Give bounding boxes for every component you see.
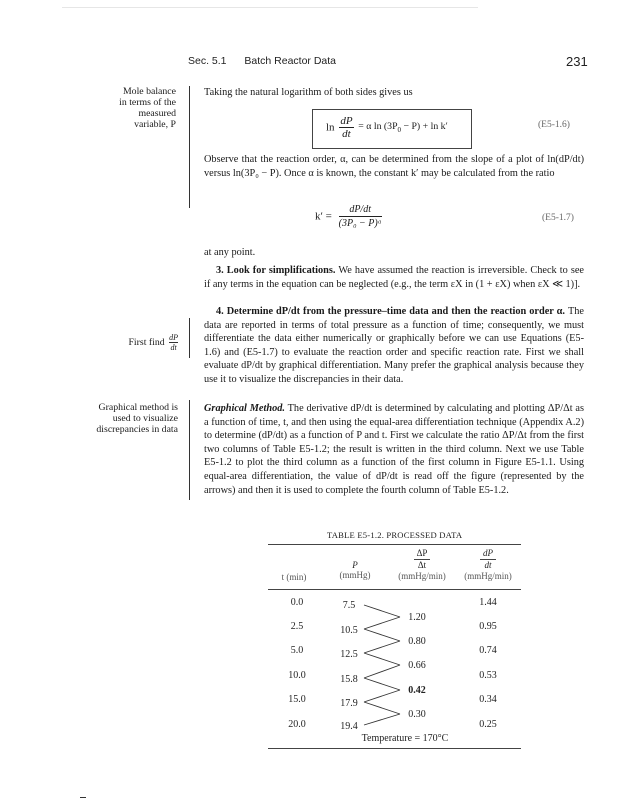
deriv-fraction <box>480 548 496 571</box>
margin-note-mole-balance <box>84 86 176 130</box>
connector-line <box>364 690 400 702</box>
margin-line: Mole balance <box>122 86 176 97</box>
eq-num: dP <box>340 115 353 127</box>
step-4-text: The data are reported in terms of total pressure as a function of time; consequently, we must differentiate the data either numerically or graphically before we can use Equations (E5-1.6) and (E5-1.7) to evaluate the reaction order and specific reaction rate. First we shall evaluate dP/dt by graphical differentiation. Many prefer the graphical analysis because they use it to visualize the discrepancies in their data. <box>204 306 584 385</box>
table-cell-p: 10.5 <box>340 625 358 636</box>
margin-line: Graphical method is <box>98 402 178 413</box>
col-header-p-unit: (mmHg) <box>339 570 371 580</box>
eq-rhs-a: = α ln (3P <box>358 121 398 133</box>
margin-note-graphical <box>84 402 178 435</box>
col-header-deriv-unit: (mmHg/min) <box>464 571 512 581</box>
equation-e5-1-6 <box>326 115 476 140</box>
table-cell-ratio: 0.80 <box>408 636 426 647</box>
first-find-fraction <box>169 333 178 352</box>
margin-line: discrepancies in data <box>96 424 178 435</box>
table-cell-p: 17.9 <box>340 698 358 709</box>
intro-text: Taking the natural logarithm of both sides gives us <box>204 87 413 98</box>
connector-line <box>364 605 400 617</box>
table-cell-t: 10.0 <box>288 670 306 681</box>
table-cell-ratio: 0.30 <box>408 709 426 720</box>
table-cell-ratio: 1.20 <box>408 612 426 623</box>
ratio-num: ΔP <box>414 548 431 560</box>
table-cell-t: 5.0 <box>290 645 304 656</box>
connector-line <box>364 678 400 690</box>
page-number: 231 <box>566 54 588 69</box>
step-3-text: We have assumed the reaction is irreversible. Check to see if any terms in the equation can be neglected (e.g., the term εX in (1 + εX) when εX ≪ 1)]. <box>204 265 584 290</box>
margin-line: variable, P <box>134 119 176 130</box>
col-header-deriv <box>453 548 523 581</box>
table-cell-derivative: 1.44 <box>479 597 497 608</box>
col-header-t: t (min) <box>281 572 307 582</box>
graphical-paragraph <box>204 402 584 497</box>
equation-number: (E5-1.6) <box>538 120 570 130</box>
eq-rhs <box>358 121 447 132</box>
eq-den: dt <box>342 128 351 140</box>
col-header-p-symbol: P <box>352 560 358 570</box>
observe-paragraph: Observe that the reaction order, α, can be determined from the slope of a plot of ln(dP/dt) versus ln(3P₀ − P). Once α is known, the constant k′ may be calculated from the ratio <box>204 154 584 179</box>
margin-rule <box>189 86 190 208</box>
fraction-num: dP <box>169 333 178 342</box>
table-bottom-rule <box>268 748 521 749</box>
table-cell-p: 15.8 <box>340 674 358 685</box>
eq-rhs-b: − P) + ln k′ <box>401 121 448 133</box>
deriv-den: dt <box>484 560 492 570</box>
table-cell-p: 19.4 <box>340 721 358 732</box>
table-cell-t: 15.0 <box>288 694 306 705</box>
margin-rule <box>189 400 190 500</box>
graphical-heading: Graphical Method. <box>204 403 285 414</box>
connector-line <box>364 641 400 653</box>
top-rule <box>62 7 478 8</box>
margin-line: used to visualize <box>112 413 178 424</box>
section-title: Batch Reactor Data <box>244 55 337 67</box>
margin-line: in terms of the <box>119 97 176 108</box>
any-point-text: at any point. <box>204 247 256 258</box>
table-footer-temperature: Temperature = 170°C <box>361 733 449 744</box>
table-cell-t: 20.0 <box>288 719 306 730</box>
equation-e5-1-7 <box>315 203 382 230</box>
table-cell-p: 7.5 <box>342 600 356 611</box>
table-cell-t: 0.0 <box>290 597 304 608</box>
col-header-ratio-unit: (mmHg/min) <box>398 571 446 581</box>
equation-number: (E5-1.7) <box>542 213 574 223</box>
connector-line <box>364 665 400 678</box>
table-cell-derivative: 0.53 <box>479 670 497 681</box>
table-cell-ratio: 0.42 <box>408 685 426 696</box>
ratio-den: Δt <box>417 560 427 570</box>
connector-line <box>364 653 400 665</box>
eq2-fraction <box>339 203 382 230</box>
fraction-den: dt <box>170 343 177 352</box>
ratio-fraction <box>414 548 431 571</box>
step-4-heading: 4. Determine dP/dt from the pressure–time data and then the reaction order α. <box>216 306 565 317</box>
step-4-paragraph <box>204 305 584 387</box>
margin-rule <box>189 318 190 358</box>
eq2-lhs: k′ = <box>315 210 332 223</box>
step-3-paragraph <box>204 264 584 291</box>
table-header-rule <box>268 589 521 590</box>
table-cell-derivative: 0.25 <box>479 719 497 730</box>
table-cell-derivative: 0.34 <box>479 694 497 705</box>
connector-line <box>364 617 400 629</box>
table-cell-derivative: 0.74 <box>479 645 497 656</box>
section-number: Sec. 5.1 <box>188 55 227 67</box>
connector-line <box>364 629 400 641</box>
eq-sub: 0 <box>397 125 402 134</box>
margin-first-find-text: First find <box>128 337 165 348</box>
eq2-den: (3P₀ − P)ᵅ <box>338 218 382 229</box>
connector-line <box>364 714 400 725</box>
table-cell-derivative: 0.95 <box>479 621 497 632</box>
margin-note-first-find <box>108 333 178 352</box>
eq-ln: ln <box>326 121 335 134</box>
margin-line: measured <box>138 108 176 119</box>
deriv-num: dP <box>480 548 496 560</box>
graphical-text: The derivative dP/dt is determined by calculating and plotting ΔP/Δt as a function of time, t, and then using the equal-area differentiation technique (Appendix A.2) to determine (dP/dt) as a function of P and t. First we calculate the ratio ΔP/Δt from the first two columns of Table E5-1.2; the result is written in the third column. Next we use Table E5-1.2 to plot the third column as a function of the first column in Figure E5-1.1. Using equal-area differentiation, the value of dP/dt is read off the figure (represented by the arrows) and then it is used to complete the fourth column of Table E5-1.2. <box>204 403 584 496</box>
step-3-heading: 3. Look for simplifications. <box>216 265 336 276</box>
table-cell-p: 12.5 <box>340 649 358 660</box>
table-cell-ratio: 0.66 <box>408 660 426 671</box>
col-header-ratio <box>382 548 462 581</box>
connector-line <box>364 702 400 714</box>
col-header-p <box>325 560 385 580</box>
eq-fraction <box>339 115 353 140</box>
table-top-rule <box>268 544 521 545</box>
running-header <box>188 55 336 67</box>
corner-mark <box>80 797 86 798</box>
table-caption: TABLE E5-1.2. PROCESSED DATA <box>327 530 463 540</box>
eq2-num: dP/dt <box>339 203 382 217</box>
table-cell-t: 2.5 <box>290 621 304 632</box>
